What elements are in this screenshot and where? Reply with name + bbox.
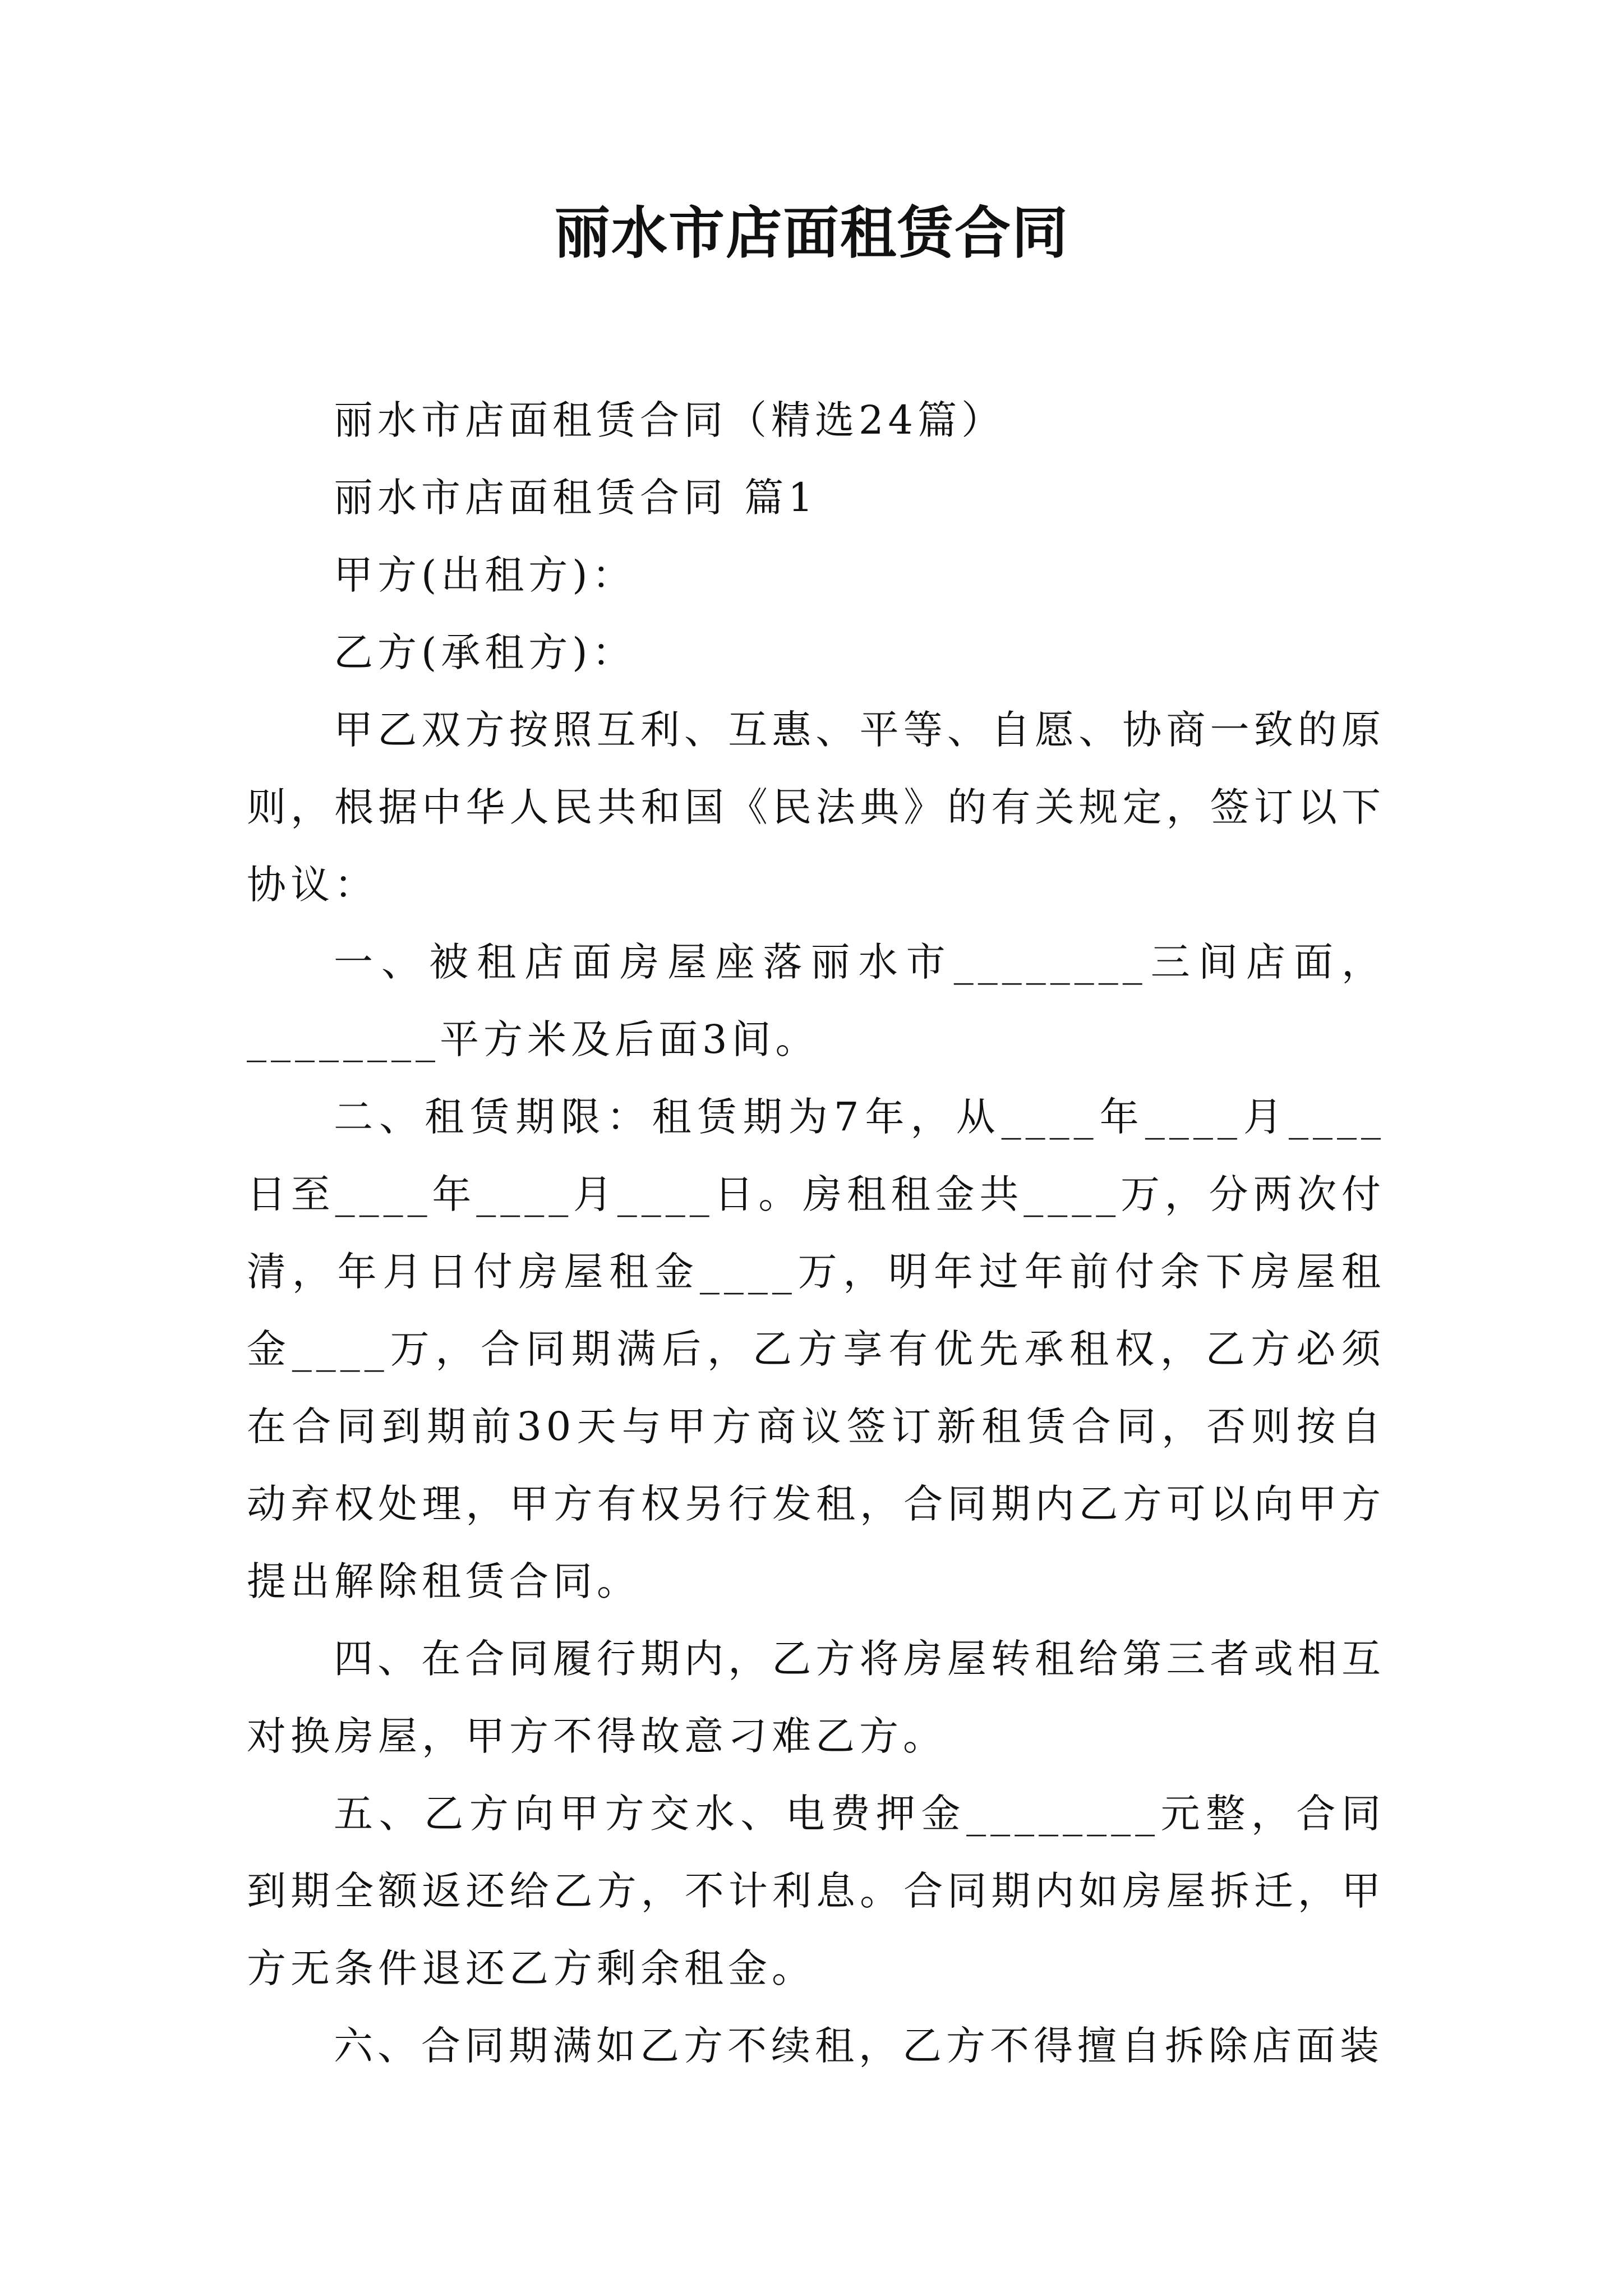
paragraph-clause-5: 五、乙方向甲方交水、电费押金________元整，合同到期全额返还给乙方，不计利息。合同期内如房屋拆迁，甲方无条件退还乙方剩余租金。 xyxy=(247,1791,1385,1991)
paragraph-clause-1: 一、被租店面房屋座落丽水市________三间店面，________平方米及后面3间。 xyxy=(247,939,1385,1062)
document-title: 丽水市店面租赁合同 xyxy=(554,200,1069,266)
paragraph-party-a: 甲方(出租方)： xyxy=(334,552,636,598)
paragraph-party-b: 乙方(承租方)： xyxy=(334,629,636,675)
paragraph-clause-4: 四、在合同履行期内，乙方将房屋转租给第三者或相互对换房屋，甲方不得故意刁难乙方。 xyxy=(247,1636,1385,1759)
document-body xyxy=(247,381,1385,2085)
paragraph-subtitle: 丽水市店面租赁合同（精选24篇） xyxy=(334,397,1006,443)
paragraph-clause-6: 六、合同期满如乙方不续租，乙方不得擅自拆除店面装 xyxy=(334,2023,1384,2069)
paragraph-section-heading: 丽水市店面租赁合同 篇1 xyxy=(334,475,818,521)
paragraph-clause-2: 二、租赁期限：租赁期为7年，从____年____月____日至____年____月____日。房租租金共____万，分两次付清，年月日付房屋租金____万，明年过年前付余下房屋租金____万，合同期满后，乙方享有优先承租权，乙方必须在合同到期前30天与甲方商议签订新租赁合同，否则按自动弃权处理，甲方有权另行发租，合同期内乙方可以向甲方提出解除租赁合同。 xyxy=(247,1094,1385,1604)
paragraph-preamble: 甲乙双方按照互利、互惠、平等、自愿、协商一致的原则，根据中华人民共和国《民法典》的有关规定，签订以下协议： xyxy=(247,707,1385,908)
